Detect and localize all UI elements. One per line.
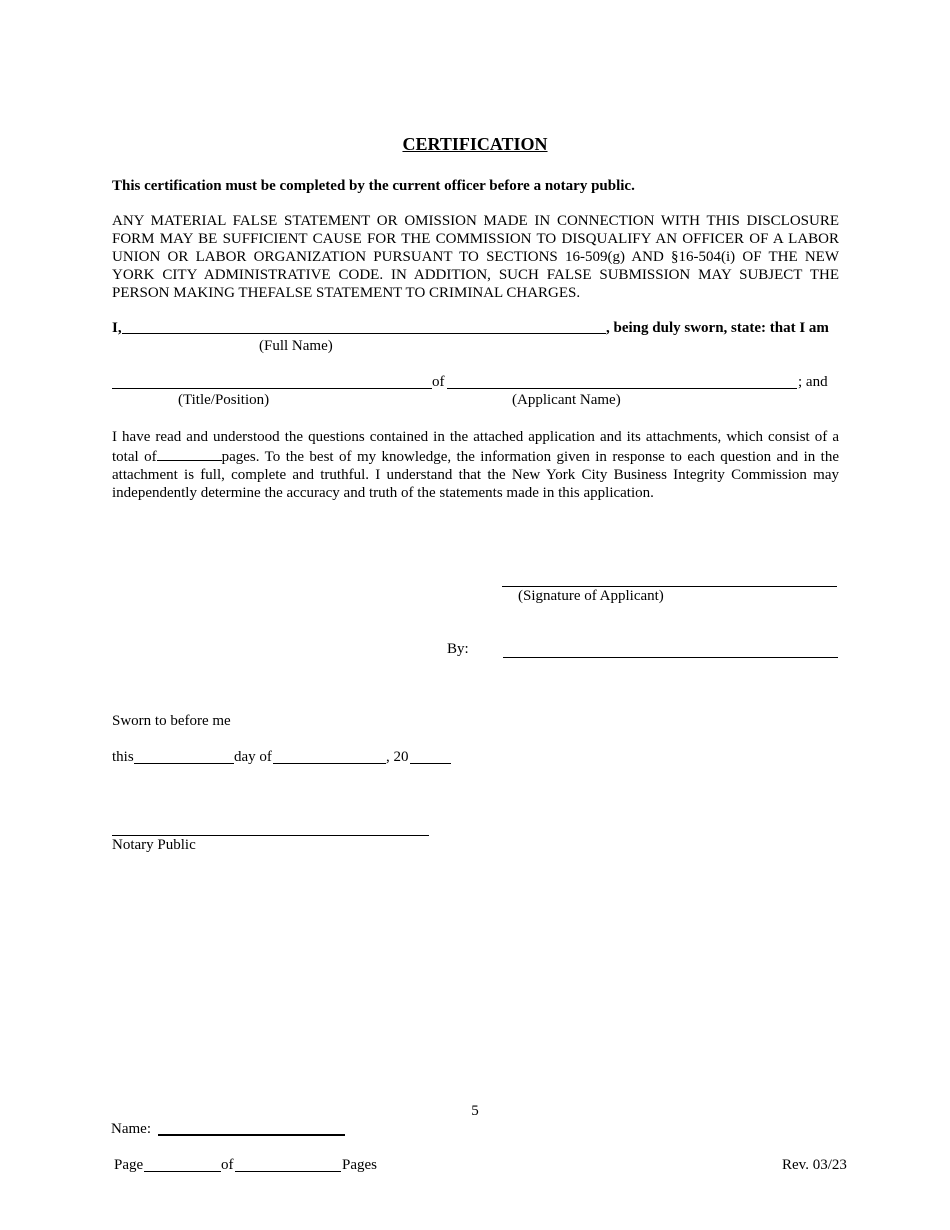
instruction-text: This certification must be completed by the current officer before a notary public. xyxy=(112,178,635,194)
title-position-field[interactable] xyxy=(112,388,432,389)
day-of-label: day of xyxy=(234,749,272,765)
footer-page-label: Page xyxy=(114,1157,144,1173)
page-number: 5 xyxy=(471,1103,479,1119)
month-field[interactable] xyxy=(273,763,386,764)
year-field[interactable] xyxy=(410,763,451,764)
footer-total-pages-field[interactable] xyxy=(235,1171,341,1172)
day-field[interactable] xyxy=(134,763,234,764)
footer-of-label: of xyxy=(221,1157,234,1173)
by-field[interactable] xyxy=(503,657,838,658)
footer-name-field[interactable] xyxy=(158,1134,345,1136)
page-count-field[interactable] xyxy=(157,446,222,461)
applicant-name-caption: (Applicant Name) xyxy=(512,392,621,408)
sworn-text: Sworn to before me xyxy=(112,713,231,729)
notary-caption: Notary Public xyxy=(112,837,196,853)
footer-page-field[interactable] xyxy=(144,1171,221,1172)
year-label: , 20 xyxy=(386,749,409,765)
signature-line[interactable] xyxy=(502,586,837,587)
warning-paragraph: ANY MATERIAL FALSE STATEMENT OR OMISSION MADE IN CONNECTION WITH THIS DISCLOSURE FORM MAY BE SUFFICIENT CAUSE FOR THE COMMISSION TO DISQUALIFY AN OFFICER OF A LABOR UNION OR LABOR ORGANIZATION PURSUANT TO SECTIONS 16-509(g) AND §16-504(i) OF THE NEW YORK CITY ADMINISTRATIVE CODE. IN ADDITION, SUCH FALSE SUBMISSION MAY SUBJECT THE PERSON MAKING THEFALSE STATEMENT TO CRIMINAL CHARGES. xyxy=(112,213,839,301)
oath-suffix: , being duly sworn, state: that I am xyxy=(606,320,829,336)
full-name-caption: (Full Name) xyxy=(259,338,333,354)
of-label: of xyxy=(432,374,445,390)
statement-part2: pages. To the best of my knowledge, the information given in response to each question and in the attachment is full, complete and truthful. I understand that the New York City Business Integrity Commission may independently determine the accuracy and truth of the statements made in this application. xyxy=(112,449,840,501)
applicant-name-field[interactable] xyxy=(447,388,797,389)
oath-prefix: I, xyxy=(112,320,122,336)
signature-caption: (Signature of Applicant) xyxy=(518,588,664,604)
by-label: By: xyxy=(447,641,469,657)
statement-paragraph xyxy=(112,428,839,502)
title-position-caption: (Title/Position) xyxy=(178,392,270,408)
page-title: CERTIFICATION xyxy=(402,134,548,154)
this-label: this xyxy=(112,749,134,765)
notary-signature-line[interactable] xyxy=(112,835,429,836)
and-label: ; and xyxy=(798,374,828,390)
full-name-field[interactable] xyxy=(122,333,606,334)
footer-name-label: Name: xyxy=(111,1121,151,1137)
statement-part1: I have read and understood the questions contained in the attached application and its attachments, which consist of a total of xyxy=(112,429,839,465)
revision-label: Rev. 03/23 xyxy=(782,1157,847,1173)
footer-pages-label: Pages xyxy=(342,1157,377,1173)
